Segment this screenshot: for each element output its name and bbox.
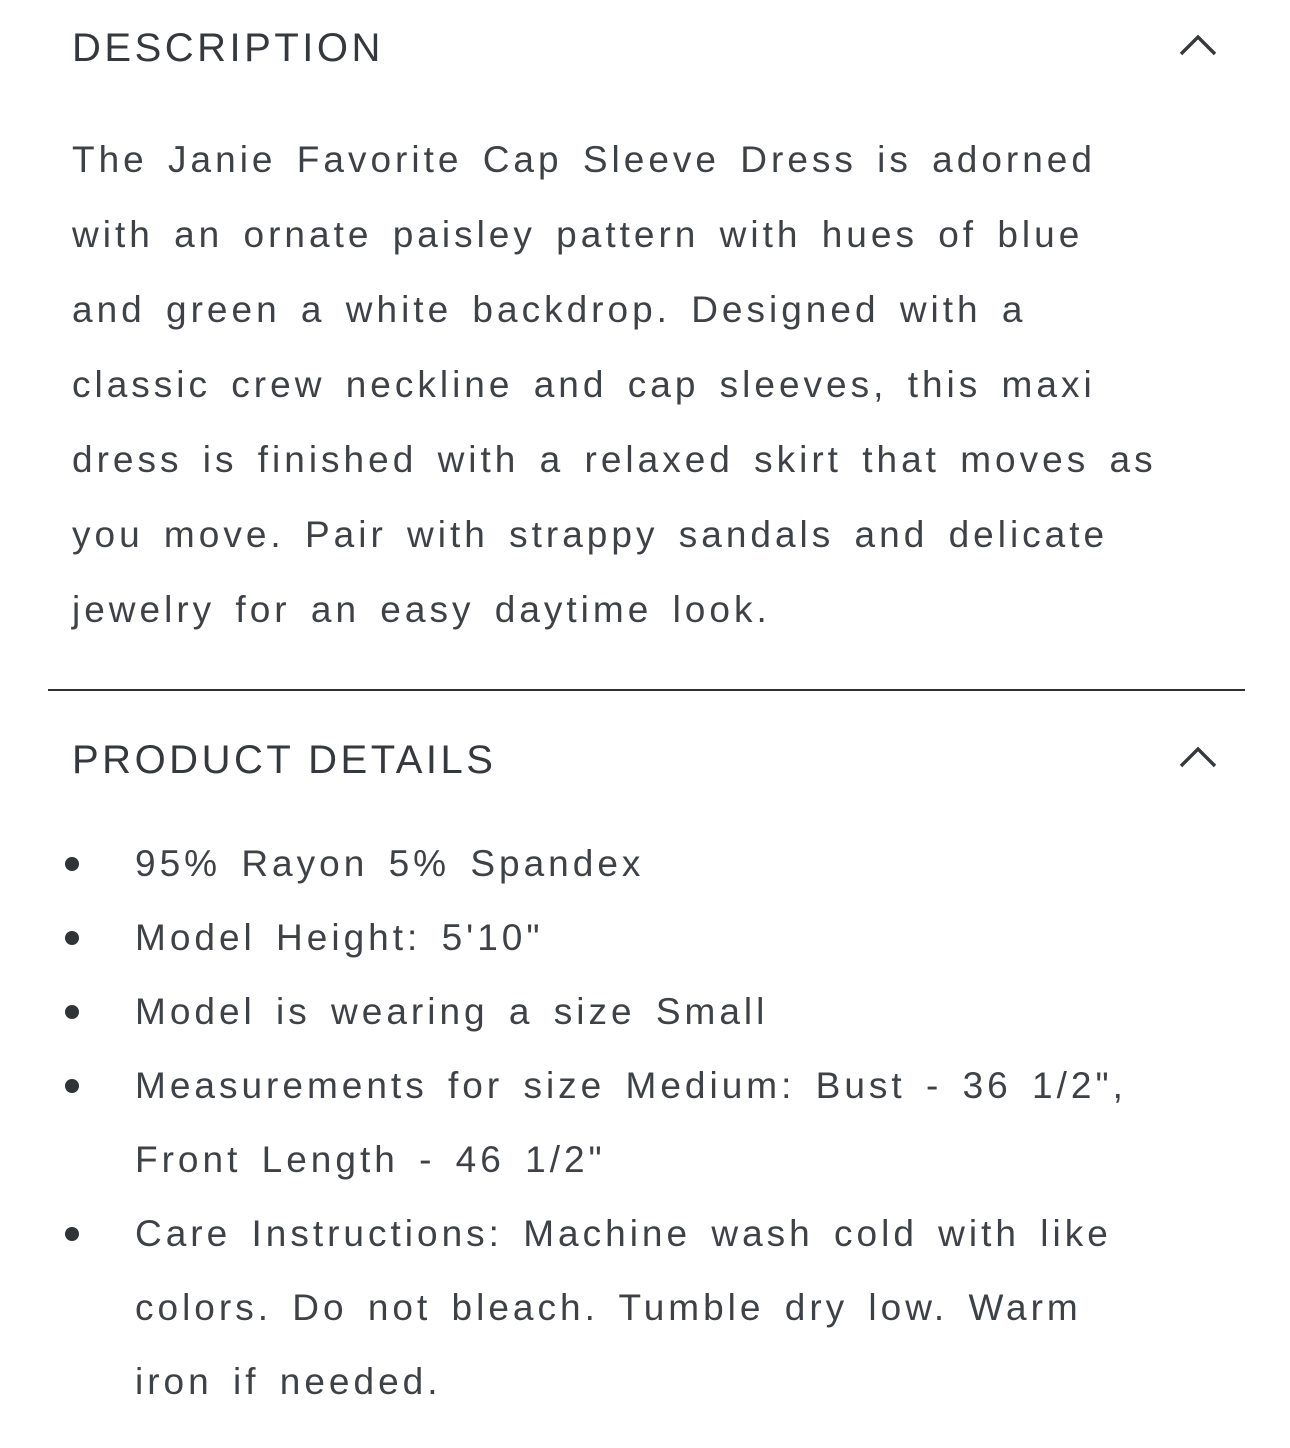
description-line: classic crew neckline and cap sleeves, this maxi — [72, 364, 1096, 405]
chevron-up-icon[interactable] — [1179, 34, 1217, 56]
product-details-title: PRODUCT DETAILS — [72, 738, 497, 782]
bullet-item — [72, 1197, 1232, 1419]
description-section — [72, 26, 1232, 647]
bullet-line: Care Instructions: Machine wash cold with like — [135, 1213, 1112, 1254]
bullet-item — [72, 827, 1232, 901]
description-title: DESCRIPTION — [72, 26, 384, 70]
bullet-text — [135, 1197, 1232, 1419]
description-line: and green a white backdrop. Designed with a — [72, 289, 1027, 330]
description-accordion-header[interactable] — [72, 26, 1232, 70]
description-line: you move. Pair with strappy sandals and delicate — [72, 514, 1109, 555]
product-details-list — [72, 827, 1232, 1419]
bullet-item — [72, 901, 1232, 975]
bullet-text — [135, 827, 1232, 901]
bullet-dot-icon — [65, 857, 79, 871]
bullet-line: Model is wearing a size Small — [135, 991, 769, 1032]
bullet-dot-icon — [65, 1079, 79, 1093]
bullet-text — [135, 1049, 1232, 1197]
description-line: jewelry for an easy daytime look. — [72, 589, 771, 630]
bullet-dot-icon — [65, 1227, 79, 1241]
bullet-text — [135, 975, 1232, 1049]
bullet-dot-icon — [65, 1005, 79, 1019]
chevron-up-icon[interactable] — [1179, 746, 1217, 768]
product-details-section — [72, 738, 1232, 1419]
bullet-line: 95% Rayon 5% Spandex — [135, 843, 645, 884]
product-info-panel — [0, 26, 1290, 1448]
section-divider — [48, 689, 1245, 691]
bullet-line: Measurements for size Medium: Bust - 36 1/2", — [135, 1065, 1127, 1106]
bullet-line: iron if needed. — [135, 1361, 442, 1402]
bullet-line: colors. Do not bleach. Tumble dry low. Warm — [135, 1287, 1082, 1328]
description-line: with an ornate paisley pattern with hues of blue — [72, 214, 1084, 255]
description-line: dress is finished with a relaxed skirt that moves as — [72, 439, 1157, 480]
description-body — [72, 122, 1232, 647]
bullet-dot-icon — [65, 931, 79, 945]
description-line: The Janie Favorite Cap Sleeve Dress is adorned — [72, 139, 1096, 180]
bullet-line: Model Height: 5'10" — [135, 917, 544, 958]
product-details-accordion-header[interactable] — [72, 738, 1232, 782]
bullet-line: Front Length - 46 1/2" — [135, 1139, 606, 1180]
bullet-text — [135, 901, 1232, 975]
bullet-item — [72, 975, 1232, 1049]
bullet-item — [72, 1049, 1232, 1197]
